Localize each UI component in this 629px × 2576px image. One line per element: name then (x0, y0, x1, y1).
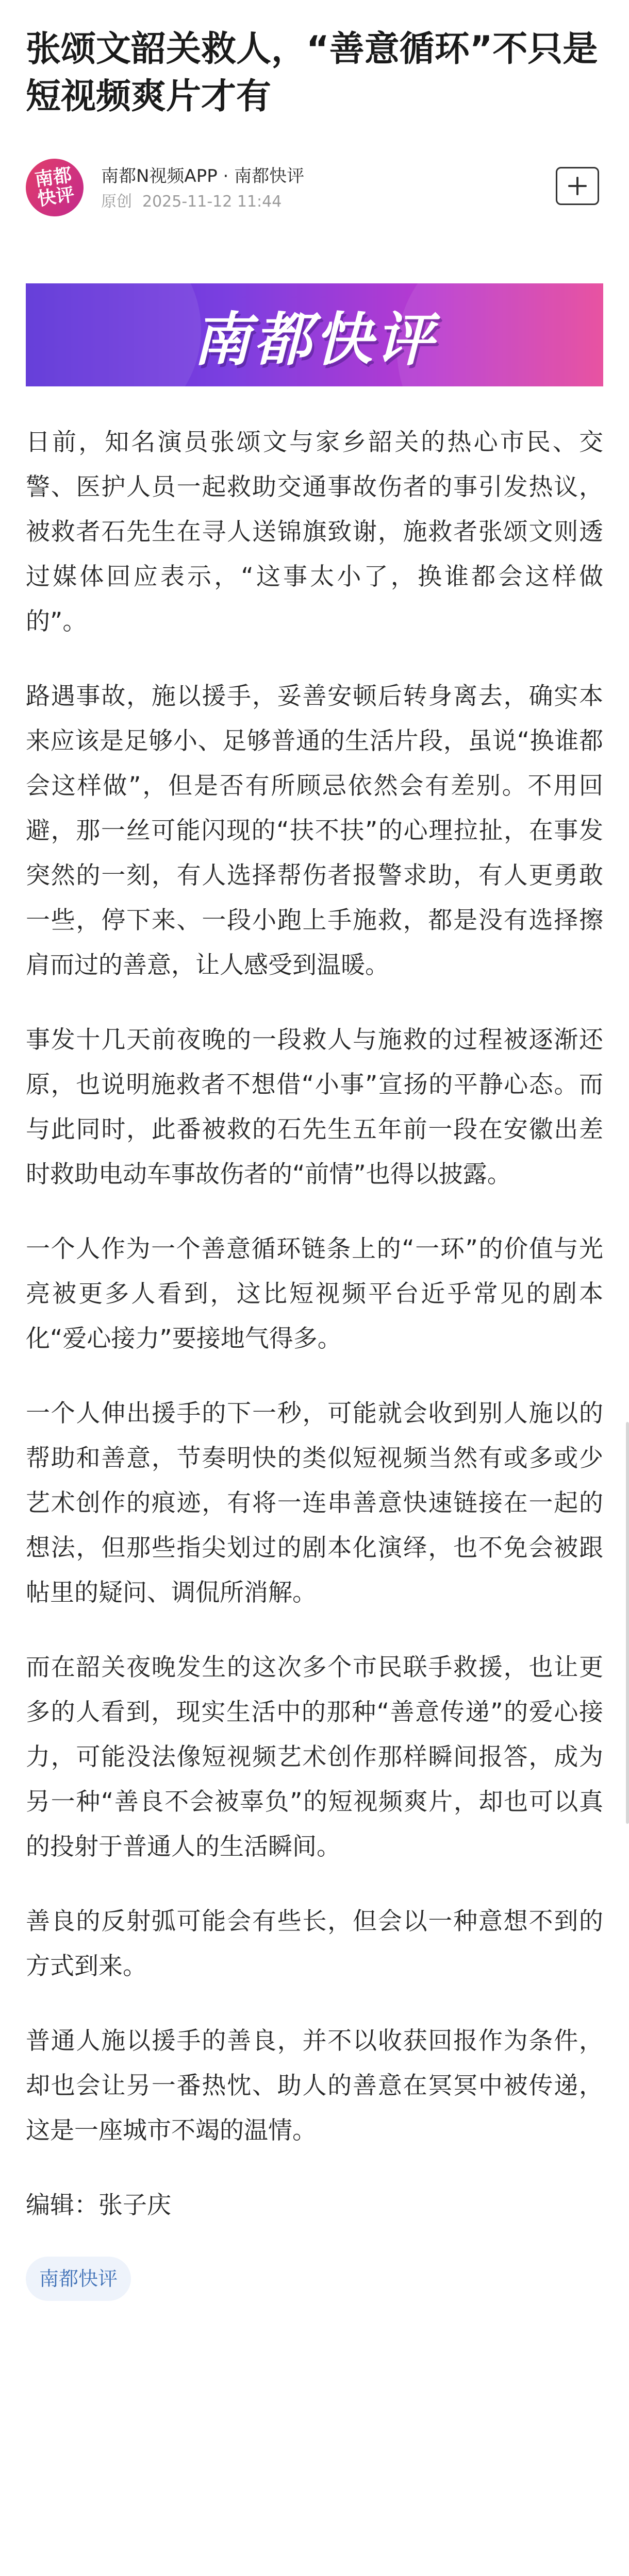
publish-datetime: 2025-11-12 11:44 (142, 193, 282, 211)
article-paragraph: 普通人施以援手的善良，并不以收获回报作为条件，却也会让另一番热忱、助人的善意在冥冥中被传递，这是一座城市不竭的温情。 (26, 2027, 603, 2145)
column-banner (26, 283, 603, 386)
plus-icon (567, 176, 588, 196)
editor-credit: 编辑：张子庆 (26, 2191, 171, 2219)
article-meta (101, 189, 282, 211)
author-avatar[interactable] (22, 155, 87, 220)
banner-decoration (26, 283, 201, 386)
avatar-text-top: 南都 (33, 164, 73, 191)
follow-button[interactable] (556, 167, 599, 205)
avatar-logo-text (34, 165, 76, 209)
column-tag[interactable]: 南都快评 (26, 2257, 131, 2301)
article-paragraph: 善良的反射弧可能会有些长，但会以一种意想不到的方式到来。 (26, 1907, 603, 1980)
article-paragraph: 事发十几天前夜晚的一段救人与施救的过程被逐渐还原，也说明施救者不想借“小事”宣扬的平静心态。而与此同时，此番被救的石先生五年前一段在安徽出差时救助电动车事故伤者的“前情”也得以披露。 (26, 1026, 603, 1189)
article-paragraph: 一个人伸出援手的下一秒，可能就会收到别人施以的帮助和善意，节奏明快的类似短视频当然有或多或少艺术创作的痕迹，有将一连串善意快速链接在一起的想法，但那些指尖划过的剧本化演绎，也不免会被跟帖里的疑问、调侃所消解。 (26, 1399, 603, 1607)
article-paragraph: 日前，知名演员张颂文与家乡韶关的热心市民、交警、医护人员一起救助交通事故伤者的事引发热议，被救者石先生在寻人送锦旗致谢，施救者张颂文则透过媒体回应表示，“这事太小了，换谁都会这样做的”。 (26, 428, 603, 636)
article-body (26, 420, 603, 2301)
article-paragraph: 路遇事故，施以援手，妥善安顿后转身离去，确实本来应该是足够小、足够普通的生活片段，虽说“换谁都会这样做”，但是否有所顾忌依然会有差别。不用回避，那一丝可能闪现的“扶不扶”的心理拉扯，在事发突然的一刻，有人选择帮伤者报警求助，有人更勇敢一些，停下来、一段小跑上手施救，都是没有选择擦肩而过的善意，让人感受到温暖。 (26, 682, 603, 979)
avatar-text-bottom: 快评 (36, 184, 76, 210)
article-title: 张颂文韶关救人，“善意循环”不只是短视频爽片才有 (26, 29, 598, 117)
original-label: 原创 (101, 193, 132, 211)
banner-title: 南都快评 (193, 306, 436, 374)
article-paragraph: 而在韶关夜晚发生的这次多个市民联手救援，也让更多的人看到，现实生活中的那种“善意传递”的爱心接力，可能没法像短视频艺术创作那样瞬间报答，成为另一种“善良不会被辜负”的短视频爽片，却也可以真的投射于普通人的生活瞬间。 (26, 1653, 603, 1861)
scrollbar-thumb[interactable] (626, 1422, 629, 1824)
source-label[interactable]: 南都N视频APP · 南都快评 (101, 166, 305, 187)
author-row (26, 155, 603, 222)
article-paragraph: 一个人作为一个善意循环链条上的“一环”的价值与光亮被更多人看到，这比短视频平台近乎常见的剧本化“爱心接力”要接地气得多。 (26, 1235, 603, 1353)
